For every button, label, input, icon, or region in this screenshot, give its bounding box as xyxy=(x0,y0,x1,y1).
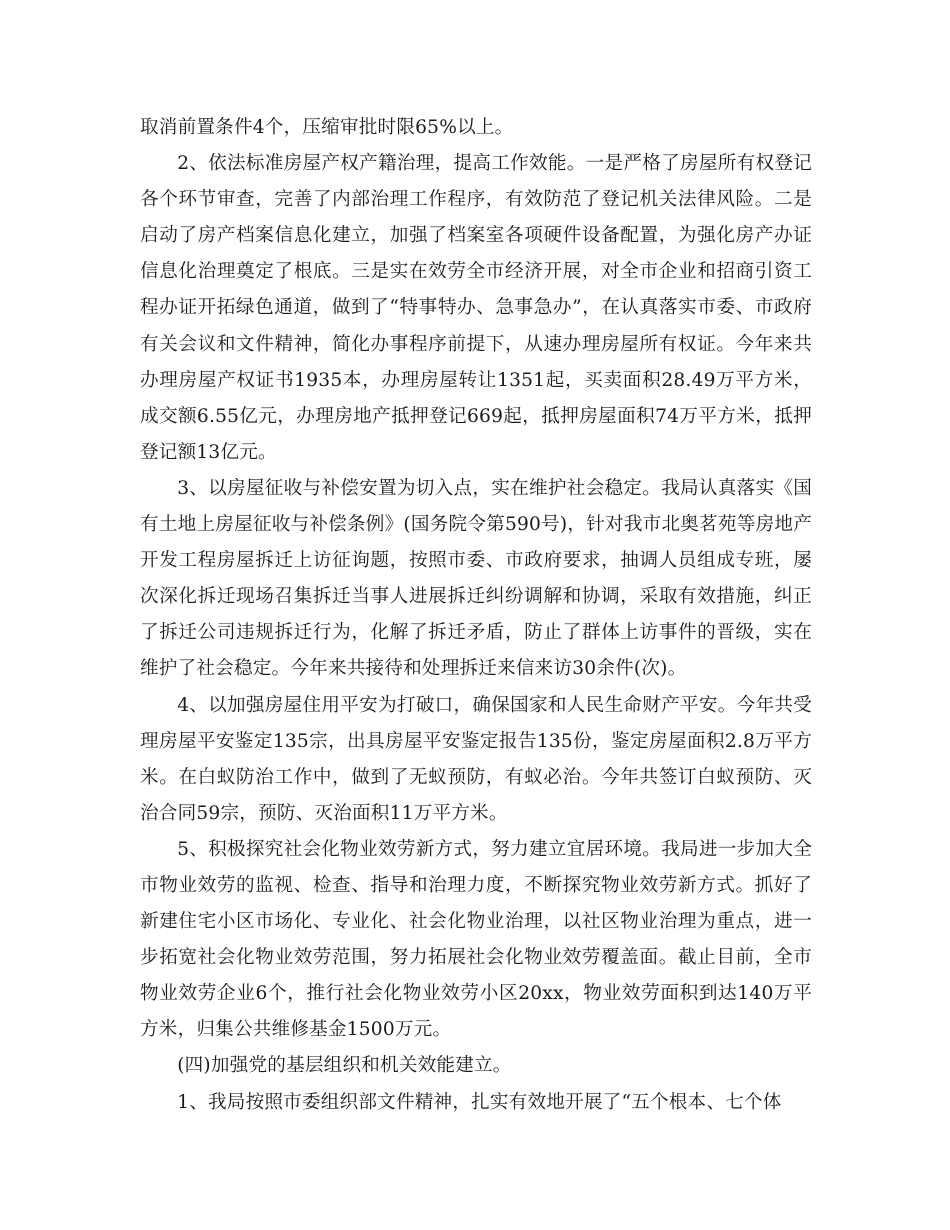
paragraph-intro: 取消前置条件4个，压缩审批时限65%以上。 xyxy=(140,117,514,138)
paragraph-property-services: 5、积极探究社会化物业效劳新方式，努力建立宜居环境。我局进一步加大全市物业效劳的监视、检查、指导和治理力度，不断探究物业效劳新方式。抓好了新建住宅小区市场化、专业化、社会化物业治理，以社区物业治理为重点，进一步拓宽社会化物业效劳范围，努力拓展社会化物业效劳覆盖面。截止目前，全市物业效劳企业6个，推行社会化物业效劳小区20xx，物业效劳面积到达140万平方米，归集公共维修基金1500万元。 xyxy=(140,838,812,1041)
paragraph-expropriation: 3、以房屋征收与补偿安置为切入点，实在维护社会稳定。我局认真落实《国有土地上房屋征收与补偿条例》(国务院令第590号)，针对我市北奥茗苑等房地产开发工程房屋拆迁上访征询题，按照市委、市政府要求，抽调人员组成专班，屡次深化拆迁现场召集拆迁当事人进展拆迁纠纷调解和协调，采取有效措施，纠正了拆迁公司违规拆迁行为，化解了拆迁矛盾，防止了群体上访事件的晋级，实在维护了社会稳定。今年来共接待和处理拆迁来信来访30余件(次)。 xyxy=(140,477,812,680)
section-heading-party-organization: (四)加强党的基层组织和机关效能建立。 xyxy=(177,1055,512,1077)
document-page xyxy=(140,110,812,1121)
paragraph-housing-safety: 4、以加强房屋住用平安为打破口，确保国家和人民生命财产平安。今年共受理房屋平安鉴定135宗，出具房屋平安鉴定报告135份，鉴定房屋面积2.8万平方米。在白蚁防治工作中，做到了无蚁预防，有蚁必治。今年共签订白蚁预防、灭治合同59宗，预防、灭治面积11万平方米。 xyxy=(140,694,812,824)
paragraph-party-work: 1、我局按照市委组织部文件精神，扎实有效地开展了“五个根本、七个体 xyxy=(177,1091,782,1113)
paragraph-property-registration: 2、依法标准房屋产权产籍治理，提高工作效能。一是严格了房屋所有权登记各个环节审查，完善了内部治理工作程序，有效防范了登记机关法律风险。二是启动了房产档案信息化建立，加强了档案室各项硬件设备配置，为强化房产办证信息化治理奠定了根底。三是实在效劳全市经济开展，对全市企业和招商引资工程办证开拓绿色通道，做到了“特事特办、急事急办”，在认真落实市委、市政府有关会议和文件精神，简化办事程序前提下，从速办理房屋所有权证。今年来共办理房屋产权证书1935本，办理房屋转让1351起，买卖面积28.49万平方米，成交额6.55亿元，办理房地产抵押登记669起，抵押房屋面积74万平方米，抵押登记额13亿元。 xyxy=(140,153,812,463)
